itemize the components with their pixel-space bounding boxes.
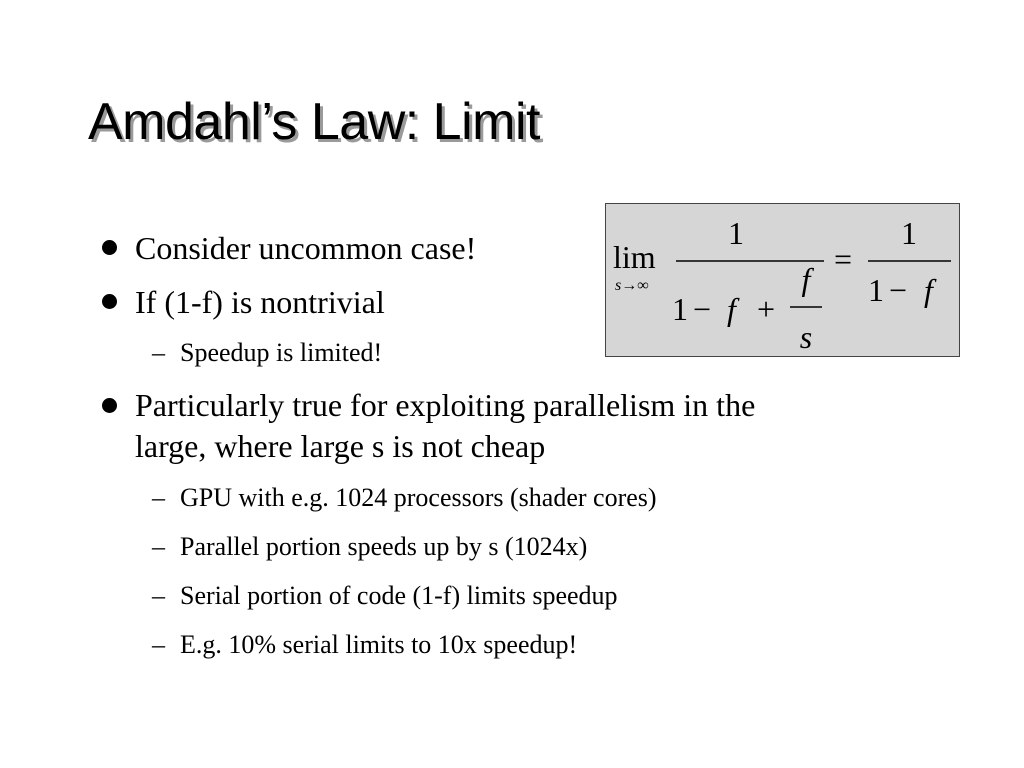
formula-svg xyxy=(606,204,961,358)
bullet-text-continued: large, where large s is not cheap xyxy=(135,428,546,464)
amdahl-limit-formula xyxy=(605,203,960,357)
bullet-text: Consider uncommon case! xyxy=(135,230,477,266)
sub-bullet-marker: – xyxy=(152,532,165,561)
right-denominator-one: 1 xyxy=(868,272,884,308)
sub-bullet-text: E.g. 10% serial limits to 10x speedup! xyxy=(180,630,578,659)
sub-bullet-text: Serial portion of code (1-f) limits speedup xyxy=(180,581,618,610)
bullet-text: If (1-f) is nontrivial xyxy=(135,284,385,320)
bullet-marker xyxy=(102,240,117,255)
sub-bullet-marker: – xyxy=(152,581,165,610)
right-denominator-minus: − xyxy=(889,272,908,308)
lim-subscript: s→∞ xyxy=(615,277,649,294)
slide-title: Amdahl’s Law: Limit xyxy=(88,93,540,151)
sub-bullet-text: Parallel portion speeds up by s (1024x) xyxy=(180,532,588,561)
sub-bullet-marker: – xyxy=(152,483,165,512)
bullet-text: Particularly true for exploiting parallelism in the xyxy=(135,387,756,423)
denominator-one: 1 xyxy=(672,291,688,327)
denominator-f: f xyxy=(727,291,736,327)
lim-operator: lim xyxy=(613,239,656,275)
right-denominator-f: f xyxy=(924,272,933,308)
denominator-minus: − xyxy=(693,291,712,327)
bullet-marker xyxy=(102,294,117,309)
left-numerator: 1 xyxy=(728,215,744,251)
denominator-plus: + xyxy=(757,291,776,327)
sub-bullet-text: GPU with e.g. 1024 processors (shader cores) xyxy=(180,483,657,512)
inner-numerator-f: f xyxy=(801,261,811,297)
sub-bullet-marker: – xyxy=(152,338,165,367)
equals-sign: = xyxy=(834,241,853,277)
sub-bullet-marker: – xyxy=(152,630,165,659)
inner-denominator-s: s xyxy=(799,319,813,355)
sub-bullet-text: Speedup is limited! xyxy=(180,338,383,367)
right-numerator: 1 xyxy=(901,215,917,251)
bullet-marker xyxy=(102,398,117,413)
